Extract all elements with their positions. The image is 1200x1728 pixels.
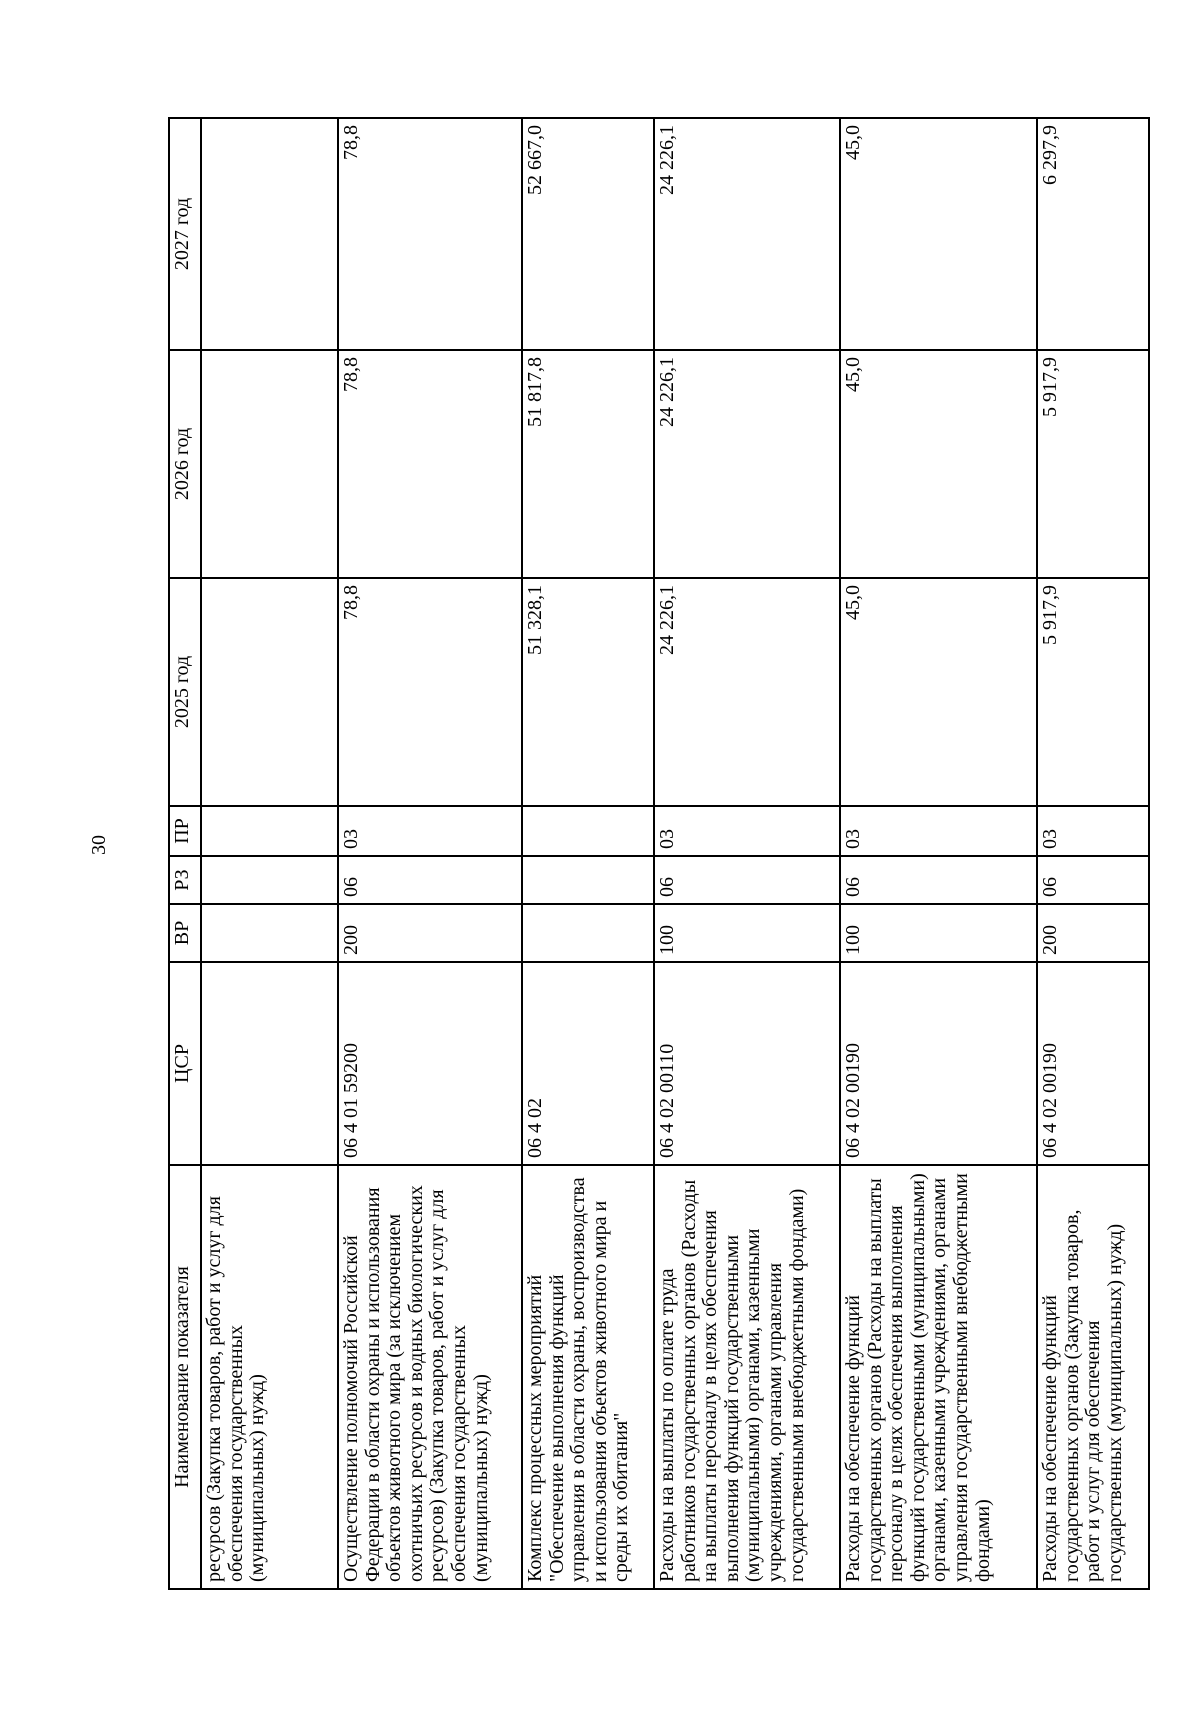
header-vr: ВР [169, 904, 201, 962]
row-rz: 06 [654, 856, 840, 904]
row-name: Комплекс процессных мероприятий "Обеспечение выполнения функций управления в области охраны, воспроизводства и использования объектов животного мира и среды их обитания" [522, 1165, 654, 1589]
header-name: Наименование показателя [169, 1165, 201, 1589]
row-vr: 100 [840, 904, 1037, 962]
header-csr: ЦСР [169, 962, 201, 1165]
row-2026: 5 917,9 [1037, 350, 1149, 578]
row-csr: 06 4 01 59200 [338, 962, 522, 1165]
row-2026: 45,0 [840, 350, 1037, 578]
row-vr: 100 [654, 904, 840, 962]
row-rz [522, 856, 654, 904]
row-2026 [201, 350, 338, 578]
row-name: Расходы на обеспечение функций государственных органов (Закупка товаров, работ и услуг для обеспечения государственных (муниципальных) нужд) [1037, 1165, 1149, 1589]
header-2025: 2025 год [169, 578, 201, 806]
row-2025 [201, 578, 338, 806]
row-csr [201, 962, 338, 1165]
row-2027: 45,0 [840, 118, 1037, 350]
rotated-table-wrapper [168, 119, 1128, 1590]
row-vr [201, 904, 338, 962]
table-row [654, 118, 840, 1589]
row-2027: 6 297,9 [1037, 118, 1149, 350]
row-2025: 51 328,1 [522, 578, 654, 806]
header-rz: РЗ [169, 856, 201, 904]
row-2027: 24 226,1 [654, 118, 840, 350]
row-name: Расходы на обеспечение функций государственных органов (Расходы на выплаты персоналу в целях обеспечения выполнения функций государственными (муниципальными) органами, казенными учреждениями, органами управления государственными внебюджетными фондами) [840, 1165, 1037, 1589]
budget-table [168, 117, 1150, 1590]
row-pr: 03 [1037, 806, 1149, 856]
row-2026: 51 817,8 [522, 350, 654, 578]
row-pr: 03 [654, 806, 840, 856]
row-rz [201, 856, 338, 904]
header-2026: 2026 год [169, 350, 201, 578]
row-csr: 06 4 02 00110 [654, 962, 840, 1165]
page-number: 30 [88, 835, 110, 855]
row-csr: 06 4 02 00190 [840, 962, 1037, 1165]
header-pr: ПР [169, 806, 201, 856]
row-csr: 06 4 02 [522, 962, 654, 1165]
row-2027: 52 667,0 [522, 118, 654, 350]
row-rz: 06 [1037, 856, 1149, 904]
row-2025: 45,0 [840, 578, 1037, 806]
row-pr: 03 [338, 806, 522, 856]
table-row [840, 118, 1037, 1589]
row-2026: 24 226,1 [654, 350, 840, 578]
table-row [1037, 118, 1149, 1589]
table-row [338, 118, 522, 1589]
row-csr: 06 4 02 00190 [1037, 962, 1149, 1165]
row-2025: 78,8 [338, 578, 522, 806]
row-pr [522, 806, 654, 856]
row-2025: 5 917,9 [1037, 578, 1149, 806]
row-name: ресурсов (Закупка товаров, работ и услуг для обеспечения государственных (муниципальных) нужд) [201, 1165, 338, 1589]
row-rz: 06 [338, 856, 522, 904]
row-vr [522, 904, 654, 962]
row-2027 [201, 118, 338, 350]
row-name: Расходы на выплаты по оплате труда работников государственных органов (Расходы на выплаты персоналу в целях обеспечения выполнения функций государственными (муниципальными) органами, казенными учреждениями, органами управления государственными внебюджетными фондами) [654, 1165, 840, 1589]
row-2026: 78,8 [338, 350, 522, 578]
row-2025: 24 226,1 [654, 578, 840, 806]
row-vr: 200 [338, 904, 522, 962]
row-pr: 03 [840, 806, 1037, 856]
row-pr [201, 806, 338, 856]
table-row [201, 118, 338, 1589]
row-name: Осуществление полномочий Российской Федерации в области охраны и использования объектов животного мира (за исключением охотничьих ресурсов и водных биологических ресурсов) (Закупка товаров, работ и услуг для обеспечения государственных (муниципальных) нужд) [338, 1165, 522, 1589]
row-rz: 06 [840, 856, 1037, 904]
table-row [522, 118, 654, 1589]
table-header-row [169, 118, 201, 1589]
header-2027: 2027 год [169, 118, 201, 350]
row-vr: 200 [1037, 904, 1149, 962]
row-2027: 78,8 [338, 118, 522, 350]
